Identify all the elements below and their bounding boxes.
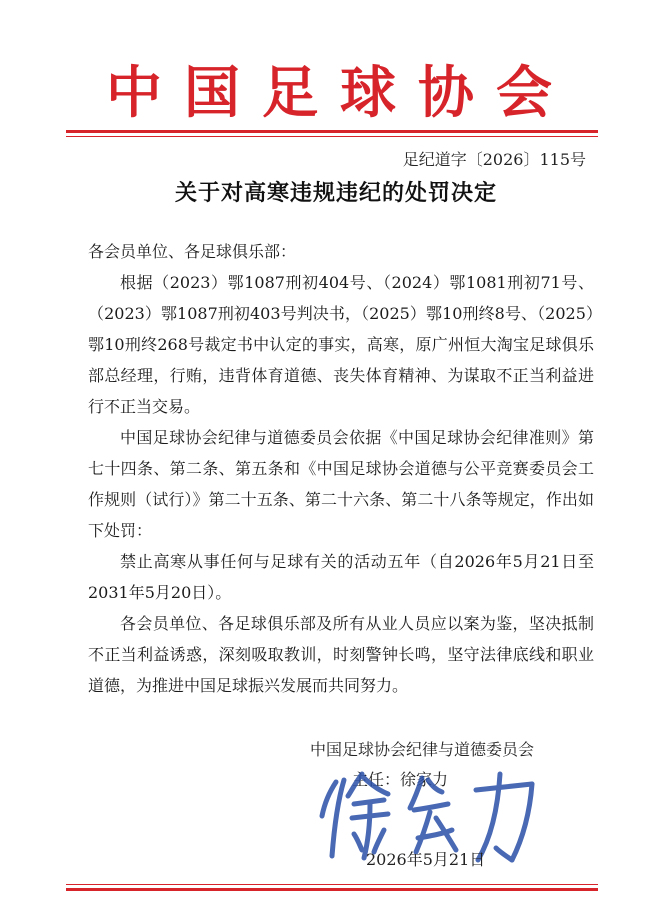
document-number: 足纪道字〔2026〕115号 (402, 150, 586, 169)
signing-date: 2026年5月21日 (366, 850, 486, 869)
letterhead-rule-thick (66, 130, 598, 133)
letterhead-title: 中国足球协会 (106, 60, 574, 126)
footer-rule-thin (66, 884, 598, 885)
paragraph-admonition: 各会员单位、各足球俱乐部及所有从业人员应以案为鉴，坚决抵制不正当利益诱惑，深刻吸取教训，时刻警钟长鸣，坚守法律底线和职业道德，为推进中国足球振兴发展而共同努力。 (88, 614, 594, 695)
paragraph-penalty: 禁止高寒从事任何与足球有关的活动五年（自2026年5月21日至2031年5月20日）。 (88, 552, 594, 602)
paragraph-basis: 中国足球协会纪律与道德委员会依据《中国足球协会纪律准则》第七十四条、第二条、第五条和《中国足球协会道德与公平竞赛委员会工作规则（试行）》第二十五条、第二十六条、第二十八条等规定，作出如下处罚： (88, 428, 594, 540)
salutation: 各会员单位、各足球俱乐部： (88, 242, 297, 261)
signing-committee: 中国足球协会纪律与道德委员会 (310, 740, 535, 759)
paragraph-facts: 根据（2023）鄂1087刑初404号、（2024）鄂1081刑初71号、（2023）鄂1087刑初403号判决书，（2025）鄂10刑终8号、（2025）鄂10刑终268号裁定书中认定的事实，高寒，原广州恒大淘宝足球俱乐部总经理，行贿，违背体育道德、丧失体育精神、为谋取不正当利益进行不正当交易。 (88, 273, 594, 416)
document-body (88, 236, 594, 701)
signing-director: 主任：徐家力 (352, 770, 449, 789)
document-title: 关于对高寒违规违纪的处罚决定 (174, 180, 497, 206)
footer-rule-thick (66, 888, 598, 891)
letterhead-rule-thin (66, 136, 598, 137)
